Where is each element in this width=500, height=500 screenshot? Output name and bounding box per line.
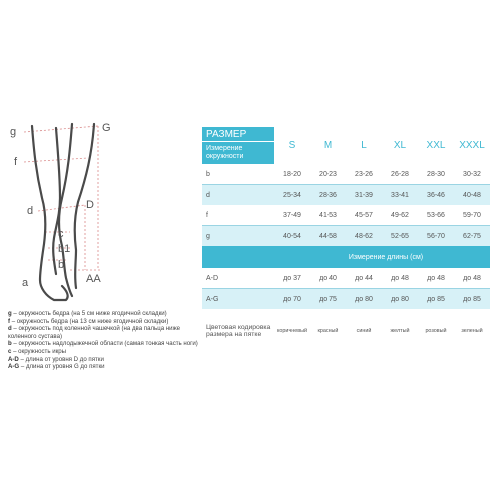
table-cell: до 75 (319, 295, 337, 303)
label-D: D (86, 199, 94, 211)
label-AA: AA (86, 273, 101, 285)
size-M: M (323, 140, 333, 151)
label-b: b (58, 259, 65, 271)
color-XXL: розовый (425, 328, 447, 334)
size-L: L (361, 140, 367, 151)
table-cell: до 37 (274, 268, 310, 289)
size-header-row (202, 127, 490, 142)
table-cell: до 48 (454, 268, 490, 289)
table-cell: 45-57 (346, 205, 382, 226)
leg-measurement-diagram (0, 110, 200, 310)
table-cell: 31-39 (355, 191, 373, 199)
legend-item: f – окружность бедра (на 13 см ниже ягодичной складки) (8, 317, 169, 325)
color-S: коричневый (277, 328, 307, 334)
size-chart-table (202, 127, 490, 353)
table-row (202, 268, 490, 289)
legend-item: g – окружность бедра (на 5 см ниже ягодичной складки) (8, 310, 167, 317)
color-XL: желтый (390, 328, 410, 334)
table-row (202, 185, 490, 206)
label-b1: b1 (58, 243, 71, 255)
table-cell: 59-70 (454, 205, 490, 226)
table-row (202, 226, 490, 247)
color-M: красный (317, 328, 339, 334)
size-XXXL: XXXL (459, 140, 485, 151)
table-cell: до 85 (427, 295, 445, 303)
length-header: Измерение длины (см) (202, 246, 490, 268)
table-cell: 26-28 (382, 164, 418, 185)
table-cell: до 80 (355, 295, 373, 303)
table-cell: 20-23 (310, 164, 346, 185)
table-cell: до 70 (283, 295, 301, 303)
front-leg-outline (32, 126, 71, 300)
table-cell: 25-34 (283, 191, 301, 199)
legend-item: A-G – длина от уровня G до пятки (8, 363, 105, 371)
size-header-label: РАЗМЕР (202, 127, 274, 142)
table-cell: 41-53 (310, 205, 346, 226)
table-cell: до 44 (346, 268, 382, 289)
table-row (202, 289, 490, 310)
circumference-header: Измерение окружности (202, 142, 274, 165)
table-cell: 53-66 (418, 205, 454, 226)
table-cell: f (202, 205, 274, 226)
legend-item: A-D – длина от уровня D до пятки (8, 355, 104, 363)
table-cell: до 48 (382, 268, 418, 289)
table-cell: до 40 (310, 268, 346, 289)
table-cell: A-D (202, 268, 274, 289)
table-cell: b (202, 164, 274, 185)
table-cell: 28-30 (418, 164, 454, 185)
table-cell: 48-62 (355, 232, 373, 240)
table-row (202, 164, 490, 185)
table-cell: 52-65 (391, 232, 409, 240)
legend-item: b – окружность надлодыжечной области (самая тонкая часть ноги) (8, 340, 198, 348)
color-XXXL: зеленый (461, 328, 483, 334)
measurement-legend (8, 310, 200, 371)
table-cell: до 48 (418, 268, 454, 289)
length-header-row (202, 246, 490, 268)
table-cell: 62-75 (463, 232, 481, 240)
table-cell: A-G (206, 295, 219, 303)
label-d: d (27, 205, 34, 217)
table-cell: 23-26 (346, 164, 382, 185)
color-L: синий (356, 328, 372, 334)
label-G: G (102, 122, 111, 134)
table-cell: 30-32 (454, 164, 490, 185)
table-cell: 37-49 (274, 205, 310, 226)
table-cell: d (206, 191, 210, 199)
legend-item: d – окружность под коленной чашечкой (на два пальца ниже коленного сустава) (8, 325, 181, 340)
color-code-label: Цветовая кодировка размера на пятке (206, 323, 271, 338)
table-cell: до 85 (463, 295, 481, 303)
table-cell: до 80 (391, 295, 409, 303)
label-f: f (14, 156, 18, 168)
legend-item: c – окружность икры (8, 347, 67, 355)
table-cell: 49-62 (382, 205, 418, 226)
table-cell: 18-20 (274, 164, 310, 185)
table-cell: 28-36 (319, 191, 337, 199)
table-row (202, 205, 490, 226)
color-code-row (202, 309, 490, 353)
table-cell: 56-70 (427, 232, 445, 240)
size-XL: XL (393, 140, 407, 151)
table-cell: 36-46 (427, 191, 445, 199)
table-cell: 44-58 (319, 232, 337, 240)
table-cell: g (206, 232, 210, 240)
label-a: a (22, 277, 29, 289)
table-cell: 40-48 (463, 191, 481, 199)
label-g: g (10, 126, 17, 138)
table-cell: 33-41 (391, 191, 409, 199)
size-XXL: XXL (426, 140, 446, 151)
table-cell: 40-54 (283, 232, 301, 240)
size-S: S (288, 140, 296, 151)
label-c: c (58, 228, 64, 240)
